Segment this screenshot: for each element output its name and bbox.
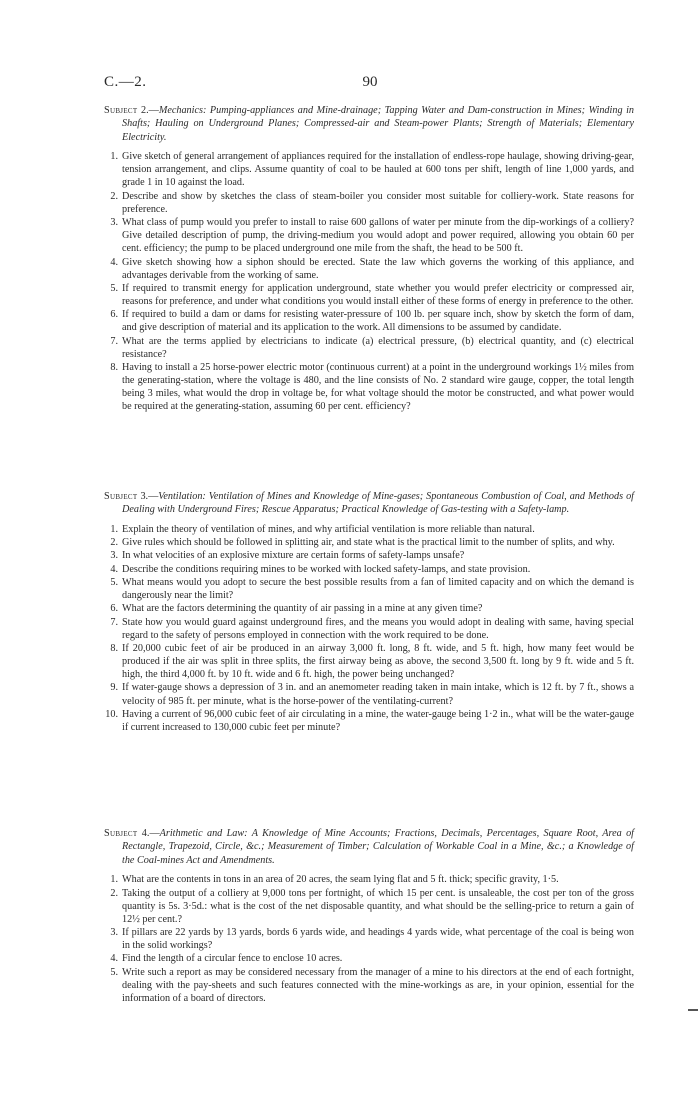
subject-heading <box>104 827 634 867</box>
question-number: 4. <box>110 953 118 965</box>
subject-number: 4.— <box>141 828 160 839</box>
question-number: 5. <box>110 282 118 294</box>
question-text: Find the length of a circular fence to enclose 10 acres. <box>122 953 343 965</box>
question-item <box>104 576 634 602</box>
question-text: If required to transmit energy for application underground, state whether you would prefer electricity or compressed air, reasons for preference, and under what conditions you would install either of these forms of energy in preference to the other. <box>122 282 634 307</box>
question-item <box>104 681 634 707</box>
page-header <box>104 74 636 96</box>
question-item <box>104 190 634 216</box>
question-number: 3. <box>110 550 118 562</box>
question-item <box>104 282 634 308</box>
subject-heading <box>104 104 634 144</box>
question-item <box>104 549 634 562</box>
question-number: 4. <box>110 256 118 268</box>
subject-title: Mechanics: Pumping-appliances and Mine-drainage; Tapping Water and Dam-construction in Mines; Winding in Shafts; Hauling on Underground Planes; Compressed-air and Steam-power Plants; Strength of Materials; Elementary Electricity. <box>122 105 635 143</box>
subject-label: Subject <box>104 105 138 116</box>
subject-label: Subject <box>104 828 138 839</box>
question-text: State how you would guard against underground fires, and the means you would adopt in dealing with same, having special regard to the safety of persons employed in connection with the work required to be done. <box>122 616 634 641</box>
document-reference: C.—2. <box>104 74 147 90</box>
question-item <box>104 952 634 965</box>
question-number: 2. <box>110 190 118 202</box>
question-text: If required to build a dam or dams for resisting water-pressure of 100 lb. per square inch, show by sketch the form of dam, and give description of material and its application to the work. All dimensions to be assumed by candidate. <box>122 309 634 334</box>
question-number: 8. <box>110 642 118 654</box>
question-number: 7. <box>110 335 118 347</box>
question-number: 3. <box>110 926 118 938</box>
question-number: 3. <box>110 217 118 229</box>
question-item <box>104 642 634 681</box>
question-text: Give rules which should be followed in splitting air, and state what is the practical limit to the number of splits, and why. <box>122 537 615 549</box>
subject-number: 3.— <box>140 491 159 502</box>
question-item <box>104 966 634 1005</box>
question-item <box>104 873 634 886</box>
question-number: 9. <box>110 682 118 694</box>
question-text: In what velocities of an explosive mixture are certain forms of safety-lamps unsafe? <box>122 550 465 562</box>
question-text: Having a current of 96,000 cubic feet of air circulating in a mine, the water-gauge being 1·2 in., what will be the water-gauge if current increased to 130,000 cubic feet per minute? <box>122 708 634 733</box>
question-text: Give sketch showing how a siphon should be erected. State the law which governs the working of this appliance, and advantages derivable from the working of same. <box>122 256 634 281</box>
question-number: 4. <box>110 563 118 575</box>
question-list <box>104 873 634 1005</box>
subject-4-section <box>104 827 634 1005</box>
question-item <box>104 616 634 642</box>
question-number: 6. <box>110 603 118 615</box>
question-item <box>104 150 634 189</box>
subject-3-section <box>104 490 634 734</box>
question-number: 5. <box>110 576 118 588</box>
question-number: 7. <box>110 616 118 628</box>
question-item <box>104 361 634 413</box>
question-text: If 20,000 cubic feet of air be produced in an airway 3,000 ft. long, 8 ft. wide, and 5 ft. high, how many feet would be produced if the air was split in three splits, the first airway being as above, the second 3,500 ft. long by 9 ft. wide and 5 ft. high, the third 4,000 ft. by 10 ft. wide and 6 ft. high, the power being unchanged? <box>122 642 634 681</box>
question-number: 10. <box>105 708 118 720</box>
question-item <box>104 563 634 576</box>
question-text: What are the factors determining the quantity of air passing in a mine at any given time? <box>122 603 483 615</box>
question-list <box>104 150 634 413</box>
question-text: What are the contents in tons in an area of 20 acres, the seam lying flat and 5 ft. thick; specific gravity, 1·5. <box>122 874 559 886</box>
subject-label: Subject <box>104 491 138 502</box>
question-text: What class of pump would you prefer to install to raise 600 gallons of water per minute from the dip-workings of a colliery? Give detailed description of pump, the driving-medium you would adopt and power required, allowing you obtain 60 per cent. efficiency; the pump to be placed underground one mile from the shaft, the head to be 500 ft. <box>122 217 634 255</box>
question-item <box>104 335 634 361</box>
question-text: If water-gauge shows a depression of 3 in. and an anemometer reading taken in main intake, which is 12 ft. by 7 ft., shows a velocity of 985 ft. per minute, what is the horse-power of the ventilating-current? <box>122 682 634 707</box>
question-text: If pillars are 22 yards by 13 yards, bords 6 yards wide, and headings 4 yards wide, what percentage of the coal is being won in the solid workings? <box>122 926 634 952</box>
question-text: Explain the theory of ventilation of mines, and why artificial ventilation is more reliable than natural. <box>122 523 535 535</box>
question-text: What means would you adopt to secure the best possible results from a fan of limited capacity and on which the demand is dangerously near the limit? <box>122 576 634 602</box>
subject-heading <box>104 490 634 517</box>
question-item <box>104 602 634 615</box>
subject-title: Arithmetic and Law: A Knowledge of Mine Accounts; Fractions, Decimals, Percentages, Square Root, Area of Rectangle, Trapezoid, Circle, &c.; Measurement of Timber; Calculation of Workable Coal in a Mine, &c.; a Knowledge of the Coal-mines Act and Amendments. <box>122 828 634 866</box>
question-text: Write such a report as may be considered necessary from the manager of a mine to his directors at the end of each fortnight, dealing with the pay-sheets and such features connected with the mine-workings as are, in your opinion, essential for the information of a board of directors. <box>122 966 634 1004</box>
question-text: Describe the conditions requiring mines to be worked with locked safety-lamps, and state provision. <box>122 563 531 575</box>
question-text: What are the terms applied by electricians to indicate (a) electrical pressure, (b) electrical quantity, and (c) electrical resistance? <box>122 335 634 360</box>
question-item <box>104 523 634 536</box>
question-number: 1. <box>110 523 118 535</box>
question-text: Describe and show by sketches the class of steam-boiler you consider most suitable for colliery-work. State reasons for preference. <box>122 190 634 215</box>
question-text: Taking the output of a colliery at 9,000 tons per fortnight, of which 15 per cent. is unsaleable, the cost per ton of the gross quantity is 5s. 3·5d.: what is the cost of the net disposable quantity, and what should be the selling-price to return a gain of 12½ per cent.? <box>122 887 634 925</box>
page-number: 90 <box>362 74 378 90</box>
question-item <box>104 536 634 549</box>
question-number: 5. <box>110 966 118 978</box>
question-list <box>104 523 634 734</box>
margin-mark <box>688 1009 698 1011</box>
question-item <box>104 926 634 952</box>
subject-2-section <box>104 104 634 414</box>
subject-number: 2.— <box>141 105 159 116</box>
question-number: 8. <box>110 362 118 374</box>
question-item <box>104 216 634 255</box>
question-item <box>104 256 634 282</box>
question-text: Having to install a 25 horse-power electric motor (continuous current) at a point in the underground workings 1½ miles from the generating-station, where the voltage is 480, and the line consists of No. 2 standard wire gauge, copper, the total length being 3 miles, what would the drop in voltage be, for what voltage should the motor be constructed, and what power would be required at the generating-station, assuming 60 per cent. efficiency? <box>122 362 634 413</box>
question-text: Give sketch of general arrangement of appliances required for the installation of endless-rope haulage, showing driving-gear, tension arrangement, and clips. Assume quantity of coal to be hauled at 600 tons per shift, length of line 1,000 yards, and grade 1 in 10 against the load. <box>122 151 634 189</box>
question-item <box>104 887 634 926</box>
subject-title: Ventilation: Ventilation of Mines and Knowledge of Mine-gases; Spontaneous Combustion of Coal, and Methods of Dealing with Underground Fires; Rescue Apparatus; Practical Knowledge of Gas-testing with a Safety-lamp. <box>122 491 634 516</box>
question-number: 1. <box>110 874 118 886</box>
question-number: 2. <box>110 887 118 899</box>
question-item <box>104 708 634 734</box>
question-number: 2. <box>110 537 118 549</box>
question-number: 1. <box>110 151 118 163</box>
question-number: 6. <box>110 309 118 321</box>
question-item <box>104 308 634 334</box>
